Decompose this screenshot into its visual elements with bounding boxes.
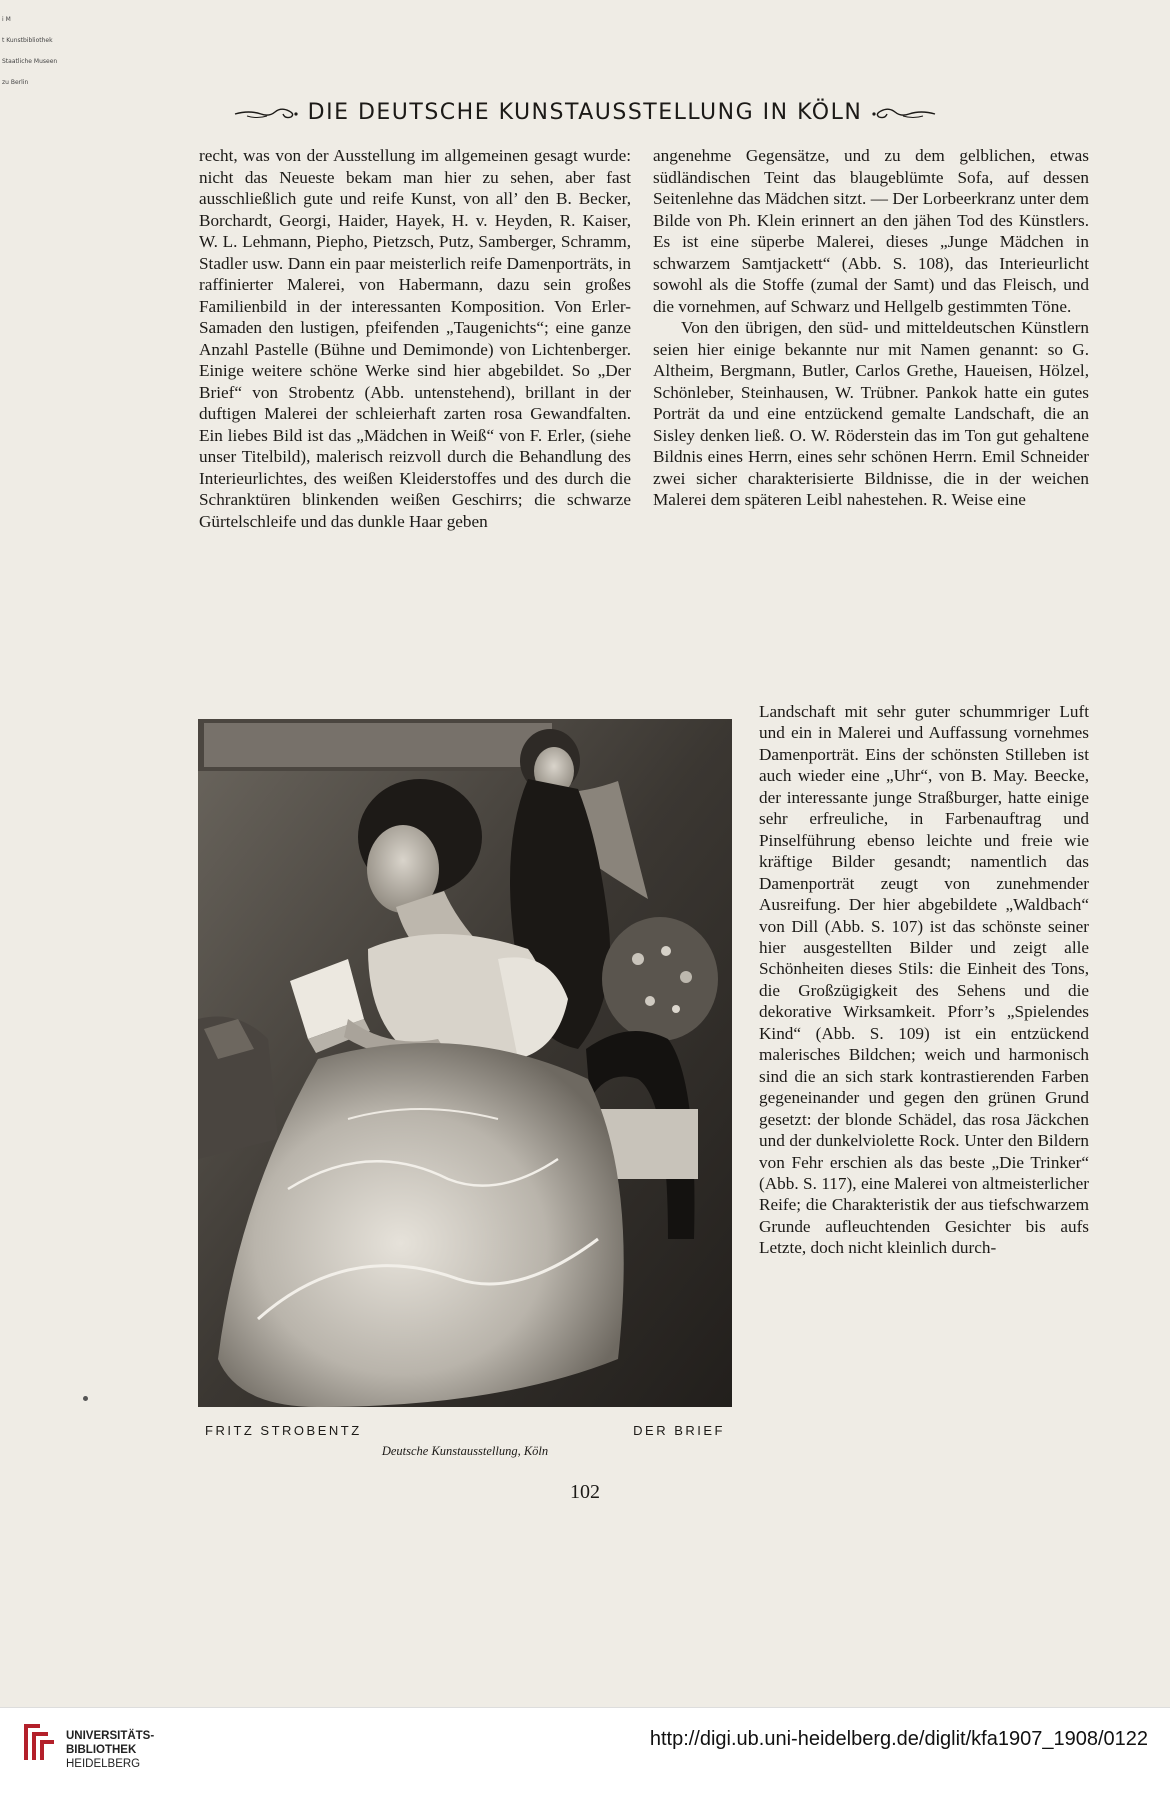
page-number: 102 <box>570 1481 600 1503</box>
caption-title: DER BRIEF <box>633 1423 725 1438</box>
right-paragraph-1: angenehme Gegensätze, und zu dem gelblichen, etwas südländischen Teint das blaugeblümte Sofa, auf dessen Seitenlehne das Mädchen sitzt. — Der Lorbeerkranz unter dem Bilde von Ph. Klein erinnert an den jähen Tod des Künstlers. Es ist eine süperbe Malerei, dieses „Junge Mädchen in schwarzem Samtjackett“ (Abb. S. 108), das Interieurlicht sowohl als die Stoffe (zumal der Samt) und das Fleisch, und die vornehmen, auf Schwarz und Hellgelb gestimmten Töne. <box>653 146 1089 316</box>
footer-bar <box>0 1707 1170 1796</box>
left-paragraph: recht, was von der Ausstellung im allgemeinen gesagt wurde: nicht das Neueste bekam man hier zu sehen, aber fast ausschließlich gute und reife Kunst, von all’ den B. Becker, Borchardt, Georgi, Haider, Hayek, H. v. Heyden, R. Kaiser, W. L. Lehmann, Piepho, Pietzsch, Putz, Samberger, Schramm, Stadler usw. Dann ein paar meisterlich reife Damenporträts, in raffinierter Malerei, von Habermann, dazu sein großes Familienbild in der interessanten Komposition. Von Erler-Samaden den lustigen, pfeifenden „Taugenichts“; eine ganze Anzahl Pastelle (Bühne und Demimonde) von Lichtenberger. Einige weitere schöne Werke sind hier abgebildet. So „Der Brief“ von Strobentz (Abb. untenstehend), brillant in der duftigen Malerei der schleierhaft zarten rosa Gewandfalten. Ein liebes Bild ist das „Mädchen in Weiß“ von F. Erler, (siehe unser Titelbild), malerisch reizvoll durch die Behandlung des Interieurlichtes, des weißen Kleiderstoffes und des durch die Schranktüren blinkenden weißen Geschirrs; die schwarze Gürtelschleife und das dunkle Haar geben <box>199 146 631 531</box>
library-name <box>66 1729 154 1771</box>
right-column-bottom <box>759 701 1089 1259</box>
source-url-link[interactable]: http://digi.ub.uni-heidelberg.de/diglit/kfa1907_1908/0122 <box>649 1728 1148 1750</box>
stamp-line: zu Berlin <box>2 79 29 86</box>
stamp-line: t Kunstbibliothek <box>2 37 53 44</box>
stamp-line: i M <box>2 16 11 23</box>
ornament-right-icon <box>871 105 937 121</box>
stamp-line: Staatliche Museen <box>2 58 58 65</box>
right-paragraph-3: Landschaft mit sehr guter schummriger Luft und ein in Malerei und Auffassung vornehmes Damenporträt. Eins der schönsten Stilleben ist auch wieder eine „Uhr“, von B. May. Beecke, der interessante junge Straßburger, hatte einige sehr erfreuliche, in Farbenauftrag und Pinselführung ebenso leichte und freie wie kräftige Bilder gesandt; namentlich das Damenporträt zeugt von zunehmender Ausreifung. Der hier abgebildete „Waldbach“ von Dill (Abb. S. 107) ist das schönste seiner hier ausgestellten Bilder und zeigt alle Schönheiten dieses Stils: die Einheit des Tons, die Großzügigkeit des Sehens und die dekorative Wirksamkeit. Pforr’s „Spielendes Kind“ (Abb. S. 109) ist ein entzückend malerisches Bildchen; weich und harmonisch sind die an sich stark kontrastierenden Farben gegeneinander und gegen den grünen Grund gesetzt: der blonde Schädel, das rosa Jäckchen und der dunkelviolette Rock. Unter den Bildern von Fehr erschien als das beste „Die Trinker“ (Abb. S. 117), eine Malerei von altmeisterlicher Reife; die Charakteristik der aus tiefschwarzem Grunde aufleuchtenden Gesichter bis aufs Letzte, doch nicht kleinlich durch- <box>759 702 1089 1258</box>
caption-artist: FRITZ STROBENTZ <box>205 1423 362 1438</box>
provenance-stamp <box>2 2 57 93</box>
margin-dot <box>83 1396 88 1401</box>
left-column <box>199 145 631 532</box>
right-column-top <box>653 145 1089 511</box>
library-line-2: BIBLIOTHEK <box>66 1744 137 1756</box>
library-line-1: UNIVERSITÄTS- <box>66 1730 155 1742</box>
running-header <box>0 100 1170 125</box>
university-library-logo-icon <box>18 1720 58 1764</box>
library-line-3: HEIDELBERG <box>66 1758 141 1770</box>
painting-der-brief <box>198 719 732 1407</box>
page-title: DIE DEUTSCHE KUNSTAUSSTELLUNG IN KÖLN <box>307 100 863 125</box>
painting-illustration <box>198 719 732 1407</box>
ornament-left-icon <box>233 105 299 121</box>
right-paragraph-2: Von den übrigen, den süd- und mitteldeutschen Künstlern seien hier einige bekannte nur mit Namen genannt: so G. Altheim, Bergmann, Butler, Carlos Grethe, Haueisen, Hölzel, Schönleber, Steinhausen, W. Trübner. Pankok hatte ein gutes Porträt da und eine entzückend gemalte Landschaft, die an Sisley denken ließ. O. W. Röderstein das im Ton gut gehaltene Bildnis eines Herrn, eines sehr schönen Herrn. Emil Schneider zwei sicher charakterisierte Bildnisse, die in der weichen Malerei dem späteren Leibl nahestehen. R. Weise eine <box>653 318 1089 509</box>
caption-credit: Deutsche Kunstausstellung, Köln <box>381 1444 549 1458</box>
